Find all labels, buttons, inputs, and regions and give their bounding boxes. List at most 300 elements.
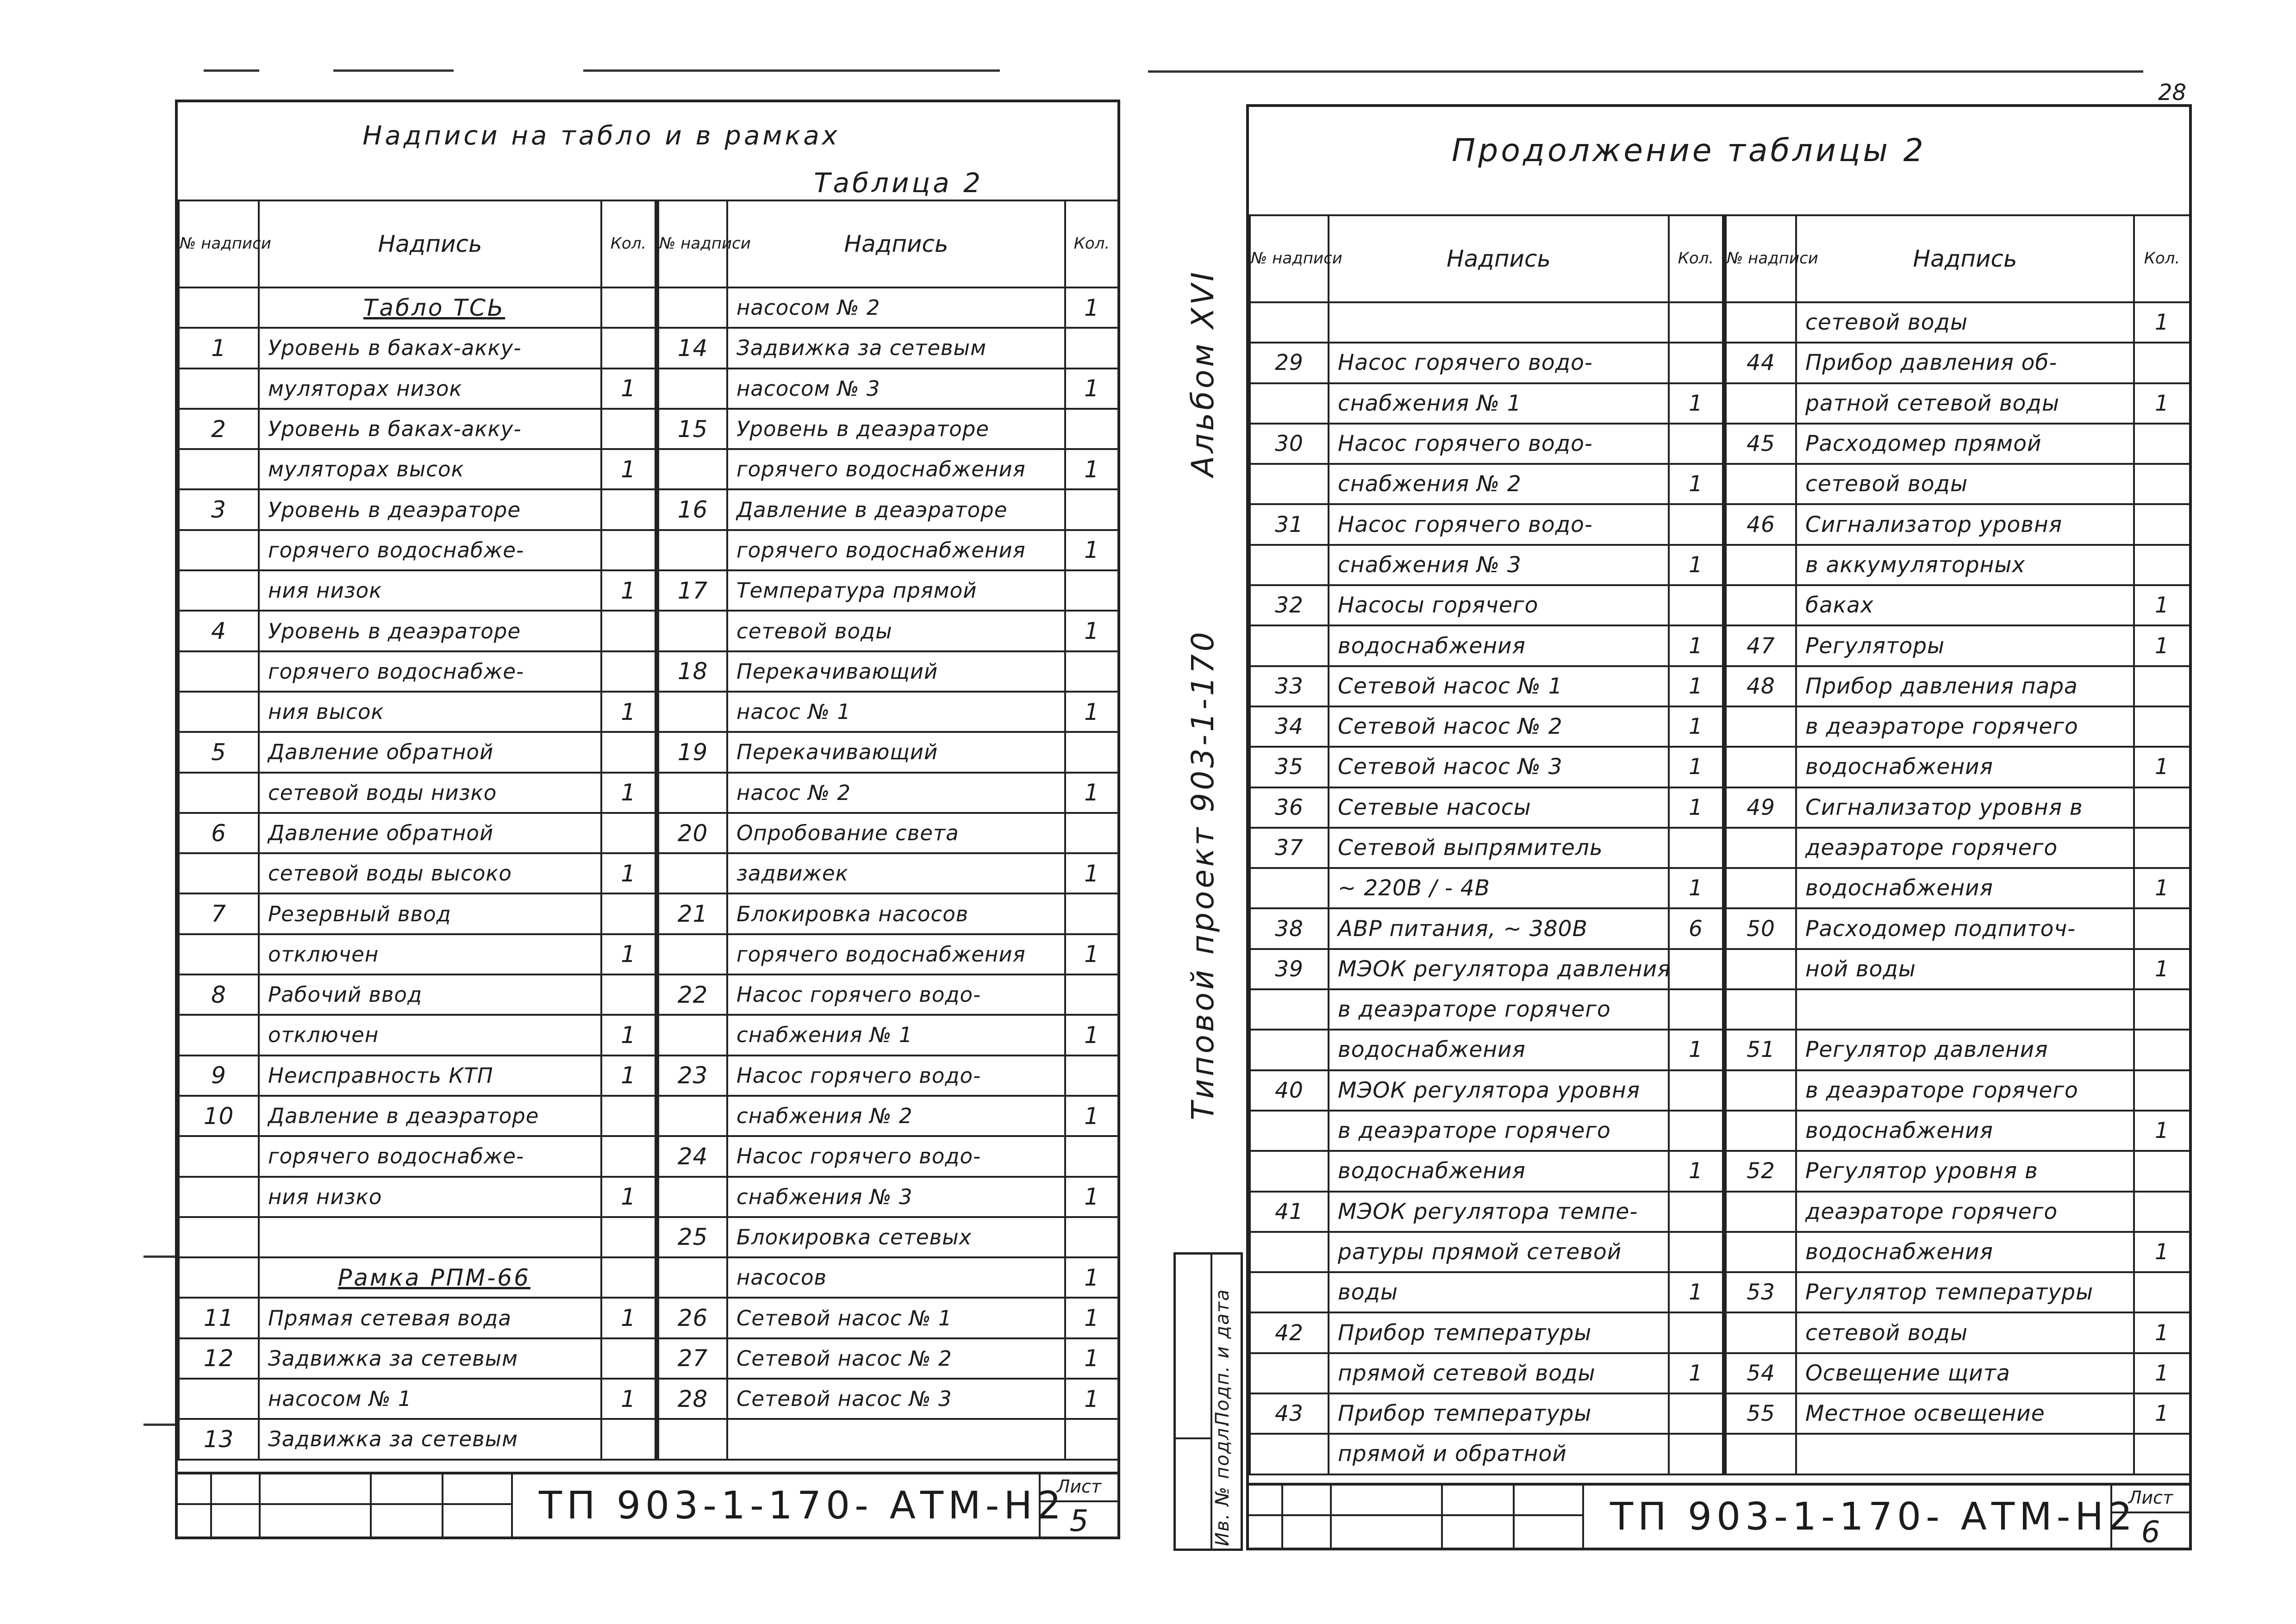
inscription-text: Освещение щита: [1796, 1353, 2134, 1393]
table-row: [179, 934, 1118, 974]
inscription-number: [1250, 1434, 1329, 1474]
left-sheet: [175, 100, 1120, 1539]
inscription-number: 6: [179, 813, 259, 853]
inscription-quantity: [2134, 504, 2190, 544]
table-row: [1250, 949, 2190, 989]
inscription-text: насосом № 1: [259, 1379, 601, 1419]
inscription-text: снабжения № 3: [1329, 545, 1669, 585]
inscription-text: Табло ТСЬ: [259, 287, 601, 328]
inscription-number: [179, 853, 259, 893]
table-row: [179, 409, 1118, 449]
stamp-column-line: [1441, 1486, 1443, 1548]
document-code: ТП 903-1-170- АТМ-Н2: [539, 1484, 1066, 1528]
inscription-number: [1250, 1030, 1329, 1070]
inscription-text: Насос горячего водо-: [727, 974, 1065, 1015]
inscription-quantity: [1669, 343, 1724, 383]
inscription-text: Сетевой насос № 1: [1329, 666, 1669, 706]
inscription-text: воды: [1329, 1272, 1669, 1312]
inscription-quantity: [601, 893, 657, 934]
inscription-number: [1724, 868, 1796, 908]
inscription-text: Сигнализатор уровня: [1796, 504, 2134, 544]
inscription-number: 21: [657, 893, 727, 934]
inscription-number: 32: [1250, 585, 1329, 625]
inscription-quantity: [1669, 989, 1724, 1030]
table-row: [1250, 1232, 2190, 1272]
inscription-number: 11: [179, 1298, 259, 1338]
inscription-text: Насос горячего водо-: [1329, 424, 1669, 464]
inscription-quantity: 1: [2134, 868, 2190, 908]
inscription-text: ния низок: [259, 570, 601, 611]
inscription-quantity: [1065, 813, 1118, 853]
header-text: Надпись: [259, 200, 601, 287]
inscription-text: [727, 1419, 1065, 1459]
inscription-text: Регулятор уровня в: [1796, 1151, 2134, 1191]
inscription-text: Задвижка за сетевым: [727, 328, 1065, 368]
inscription-text: горячего водоснабжения: [727, 934, 1065, 974]
inscription-quantity: 1: [601, 1177, 657, 1217]
inscription-number: [1250, 1353, 1329, 1393]
inventory-number-label: Ив. № подл.: [1212, 1420, 1233, 1546]
table-row: [1250, 908, 2190, 949]
inscription-quantity: 1: [601, 1015, 657, 1055]
inscription-text: горячего водоснабжения: [727, 449, 1065, 489]
inscription-number: 29: [1250, 343, 1329, 383]
inscription-quantity: [2134, 1192, 2190, 1232]
inscription-text: снабжения № 1: [727, 1015, 1065, 1055]
inscription-text: насос № 2: [727, 773, 1065, 813]
inscription-text: Насос горячего водо-: [1329, 343, 1669, 383]
table-row: [1250, 504, 2190, 544]
inscription-number: 48: [1724, 666, 1796, 706]
inscription-number: 22: [657, 974, 727, 1015]
inscription-number: [179, 1217, 259, 1257]
inscription-text: Перекачивающий: [727, 651, 1065, 692]
inscription-number: [179, 449, 259, 489]
inscription-text: снабжения № 3: [727, 1177, 1065, 1217]
inscription-number: [1724, 383, 1796, 424]
inscription-text: водоснабжения: [1329, 625, 1669, 666]
inscription-quantity: 1: [1065, 934, 1118, 974]
inscription-number: 28: [657, 1379, 727, 1419]
inscription-number: [1724, 464, 1796, 504]
inscription-text: отключен: [259, 1015, 601, 1055]
table-row: [179, 773, 1118, 813]
table-row: [1250, 383, 2190, 424]
inscription-quantity: [601, 732, 657, 772]
inscription-number: [179, 773, 259, 813]
table-row: [179, 1177, 1118, 1217]
table-row: [1250, 1030, 2190, 1070]
inscription-number: 4: [179, 611, 259, 651]
table-row: [1250, 787, 2190, 828]
inscription-text: снабжения № 2: [727, 1096, 1065, 1136]
inscription-number: [657, 853, 727, 893]
inscription-number: 40: [1250, 1070, 1329, 1111]
inscription-text: МЭОК регулятора давления: [1329, 949, 1669, 989]
inscription-quantity: [601, 1257, 657, 1298]
inscription-number: [179, 934, 259, 974]
inscription-quantity: [2134, 424, 2190, 464]
inscription-text: насосом № 3: [727, 369, 1065, 409]
inscription-number: [179, 530, 259, 570]
inscription-text: прямой сетевой воды: [1329, 1353, 1669, 1393]
table-row: [179, 611, 1118, 651]
inscription-number: [1250, 302, 1329, 343]
inscription-quantity: 1: [2134, 949, 2190, 989]
inscription-quantity: [1065, 1217, 1118, 1257]
table-row: [179, 853, 1118, 893]
table-row: [1250, 545, 2190, 585]
inscription-quantity: [1065, 732, 1118, 772]
inscription-text: ратуры прямой сетевой: [1329, 1232, 1669, 1272]
inscription-quantity: 1: [2134, 747, 2190, 787]
inscription-quantity: 1: [1669, 1272, 1724, 1312]
inscription-number: [657, 1257, 727, 1298]
sheet-number-box: [1039, 1474, 1117, 1537]
inscription-quantity: [1065, 893, 1118, 934]
table-row: [1250, 1434, 2190, 1474]
header-qty: Кол.: [1065, 200, 1118, 287]
inscription-quantity: 1: [2134, 585, 2190, 625]
inscription-quantity: 1: [1669, 868, 1724, 908]
inscription-quantity: 1: [1669, 1030, 1724, 1070]
inscription-number: [1250, 545, 1329, 585]
inscription-text: Насосы горячего: [1329, 585, 1669, 625]
inscription-quantity: 1: [1065, 369, 1118, 409]
inscription-number: [1724, 747, 1796, 787]
inscription-number: 9: [179, 1056, 259, 1096]
table-row: [179, 449, 1118, 489]
table-row: [179, 813, 1118, 853]
inscription-quantity: [601, 1217, 657, 1257]
header-qty: Кол.: [2134, 215, 2190, 302]
inscription-quantity: 1: [1065, 1338, 1118, 1379]
inscription-number: 15: [657, 409, 727, 449]
inscription-text: сетевой воды: [727, 611, 1065, 651]
inscription-quantity: [1065, 409, 1118, 449]
table-row: [179, 287, 1118, 328]
inscription-number: [657, 1419, 727, 1459]
inscription-text: в деаэраторе горячего: [1329, 1111, 1669, 1151]
inscription-number: [657, 1015, 727, 1055]
left-page-title: Надписи на табло и в рамках: [362, 121, 840, 151]
inscription-quantity: 1: [601, 1379, 657, 1419]
inscription-quantity: 1: [601, 853, 657, 893]
album-label: Альбом XVI: [1185, 269, 1221, 477]
inscription-quantity: 1: [601, 1298, 657, 1338]
table-row: [1250, 868, 2190, 908]
inscription-text: насосом № 2: [727, 287, 1065, 328]
inscription-text: Местное освещение: [1796, 1393, 2134, 1434]
inscription-text: Уровень в деаэраторе: [259, 611, 601, 651]
inscription-quantity: [2134, 908, 2190, 949]
table-row: [179, 489, 1118, 530]
inscription-number: 55: [1724, 1393, 1796, 1434]
right-table-body: [1250, 302, 2190, 1474]
inscription-quantity: 1: [601, 773, 657, 813]
inscription-quantity: 1: [2134, 1232, 2190, 1272]
inscription-quantity: 1: [1065, 853, 1118, 893]
inscription-text: Прибор температуры: [1329, 1393, 1669, 1434]
inscription-number: 43: [1250, 1393, 1329, 1434]
inscription-text: деаэраторе горячего: [1796, 1192, 2134, 1232]
inscription-text: Прямая сетевая вода: [259, 1298, 601, 1338]
right-inscriptions-table: [1249, 214, 2191, 1475]
inscription-quantity: [2134, 1272, 2190, 1312]
inscription-quantity: 6: [1669, 908, 1724, 949]
inscription-text: ной воды: [1796, 949, 2134, 989]
table-row: [1250, 464, 2190, 504]
inscription-text: водоснабжения: [1329, 1151, 1669, 1191]
right-page-title: Продолжение таблицы 2: [1452, 132, 1926, 169]
inscription-number: 1: [179, 328, 259, 368]
inscription-quantity: [2134, 666, 2190, 706]
inscription-number: [179, 1177, 259, 1217]
inscription-text: Опробование света: [727, 813, 1065, 853]
table-row: [1250, 302, 2190, 343]
sheet-number-box: [2110, 1486, 2189, 1548]
inscription-quantity: 1: [601, 934, 657, 974]
inscription-text: Расходомер подпиточ-: [1796, 908, 2134, 949]
inscription-text: Расходомер прямой: [1796, 424, 2134, 464]
inscription-text: сетевой воды: [1796, 1312, 2134, 1353]
table-row: [179, 1096, 1118, 1136]
inscription-quantity: [1669, 1312, 1724, 1353]
table-row: [1250, 1393, 2190, 1434]
inscription-text: сетевой воды: [1796, 464, 2134, 504]
inscription-quantity: [601, 611, 657, 651]
inscription-quantity: [1669, 585, 1724, 625]
inscription-text: в деаэраторе горячего: [1796, 706, 2134, 747]
inscription-number: 36: [1250, 787, 1329, 828]
inscription-quantity: [601, 1096, 657, 1136]
inscription-text: Уровень в баках-акку-: [259, 409, 601, 449]
header-num: № надписи: [657, 200, 727, 287]
sign-date-label: Подп. и дата: [1212, 1288, 1233, 1426]
scan-dash: [144, 1424, 176, 1426]
stamp-column-line: [442, 1474, 443, 1537]
inscription-number: [1724, 949, 1796, 989]
scan-dash: [583, 69, 1000, 72]
inscription-text: водоснабжения: [1796, 868, 2134, 908]
inscription-text: Прибор давления об-: [1796, 343, 2134, 383]
table-row: [1250, 1111, 2190, 1151]
inscription-quantity: 1: [1669, 625, 1724, 666]
inscription-number: 49: [1724, 787, 1796, 828]
inscription-number: 53: [1724, 1272, 1796, 1312]
inscription-quantity: [1065, 1056, 1118, 1096]
table-row: [179, 974, 1118, 1015]
table-row: [1250, 1151, 2190, 1191]
inscription-quantity: 1: [1065, 1177, 1118, 1217]
stamp-divider: [178, 1503, 511, 1505]
inscription-quantity: 1: [1669, 545, 1724, 585]
inscription-text: муляторах низок: [259, 369, 601, 409]
inscription-quantity: 1: [1669, 383, 1724, 424]
inscription-number: 44: [1724, 343, 1796, 383]
inscription-text: Задвижка за сетевым: [259, 1419, 601, 1459]
inscription-quantity: [1669, 1232, 1724, 1272]
inscription-text: деаэраторе горячего: [1796, 828, 2134, 868]
project-label: Типовой проект 903-1-170: [1185, 629, 1221, 1120]
inscription-number: [1724, 1111, 1796, 1151]
inscription-text: Сетевой насос № 2: [1329, 706, 1669, 747]
inscription-number: [657, 611, 727, 651]
table-row: [179, 651, 1118, 692]
inscription-number: 52: [1724, 1151, 1796, 1191]
sheet-number: 6: [2141, 1515, 2160, 1549]
inscription-number: 26: [657, 1298, 727, 1338]
inscription-text: МЭОК регулятора темпе-: [1329, 1192, 1669, 1232]
inscription-text: Насос горячего водо-: [727, 1056, 1065, 1096]
inscription-number: 13: [179, 1419, 259, 1459]
stamp-column-line: [370, 1474, 372, 1537]
inscription-number: 7: [179, 893, 259, 934]
inscription-number: 38: [1250, 908, 1329, 949]
table-row: [179, 1298, 1118, 1338]
table-row: [179, 530, 1118, 570]
inscription-text: Сетевые насосы: [1329, 787, 1669, 828]
inscription-text: прямой и обратной: [1329, 1434, 1669, 1474]
inscription-text: Задвижка за сетевым: [259, 1338, 601, 1379]
header-text: Надпись: [1329, 215, 1669, 302]
inscription-text: АВР питания, ~ 380В: [1329, 908, 1669, 949]
stamp-column-line: [1281, 1486, 1283, 1548]
inscription-text: сетевой воды высоко: [259, 853, 601, 893]
inscription-number: 17: [657, 570, 727, 611]
inscription-quantity: 1: [1065, 1379, 1118, 1419]
inscription-number: 16: [657, 489, 727, 530]
stamp-divider: [1249, 1514, 1582, 1516]
table-row: [179, 692, 1118, 732]
table-row: [179, 328, 1118, 368]
inscription-quantity: [1669, 504, 1724, 544]
inscription-quantity: [601, 813, 657, 853]
inscription-text: Давление в деаэраторе: [727, 489, 1065, 530]
inscription-number: [179, 1136, 259, 1176]
table-row: [1250, 1192, 2190, 1232]
inscription-quantity: 1: [1065, 1096, 1118, 1136]
inscription-number: 8: [179, 974, 259, 1015]
inscription-quantity: 1: [1065, 692, 1118, 732]
inscription-quantity: 1: [1065, 530, 1118, 570]
inscription-number: 12: [179, 1338, 259, 1379]
inscription-quantity: [1669, 1393, 1724, 1434]
inscription-text: ния низко: [259, 1177, 601, 1217]
sheet-label: Лист: [2112, 1487, 2189, 1513]
table-row: [1250, 706, 2190, 747]
table-row: [1250, 1353, 2190, 1393]
inscription-text: Сетевой выпрямитель: [1329, 828, 1669, 868]
inscription-text: Сетевой насос № 3: [727, 1379, 1065, 1419]
inscription-number: 31: [1250, 504, 1329, 544]
inscription-quantity: [1669, 949, 1724, 989]
inscription-number: [179, 651, 259, 692]
table-row: [1250, 1070, 2190, 1111]
inscription-number: [1724, 706, 1796, 747]
inscription-number: [1724, 989, 1796, 1030]
inscription-text: водоснабжения: [1796, 747, 2134, 787]
inscription-quantity: [1669, 424, 1724, 464]
inscription-number: [179, 1015, 259, 1055]
inscription-number: [1724, 545, 1796, 585]
inscription-quantity: [601, 287, 657, 328]
inscription-quantity: [601, 1136, 657, 1176]
inscription-quantity: [601, 328, 657, 368]
inscription-text: Резервный ввод: [259, 893, 601, 934]
inscription-quantity: [1669, 1192, 1724, 1232]
table-row: [179, 1217, 1118, 1257]
inscription-text: сетевой воды низко: [259, 773, 601, 813]
inscription-quantity: 1: [1669, 1353, 1724, 1393]
inscription-text: Сетевой насос № 2: [727, 1338, 1065, 1379]
inscription-text: Регуляторы: [1796, 625, 2134, 666]
inscription-quantity: 1: [1065, 773, 1118, 813]
inscription-text: [259, 1217, 601, 1257]
inscription-quantity: [1065, 328, 1118, 368]
inscription-number: [1724, 1192, 1796, 1232]
inscription-text: муляторах высок: [259, 449, 601, 489]
scan-dash: [144, 1255, 176, 1258]
sheet-number: 5: [1069, 1504, 1089, 1538]
inscription-text: Уровень в баках-акку-: [259, 328, 601, 368]
inscription-number: [1250, 1232, 1329, 1272]
inscription-quantity: [1065, 489, 1118, 530]
inscription-number: 54: [1724, 1353, 1796, 1393]
stamp-column-line: [1330, 1486, 1332, 1548]
inscription-number: [657, 287, 727, 328]
inscription-number: 30: [1250, 424, 1329, 464]
inscription-number: 20: [657, 813, 727, 853]
inscription-text: Давление в деаэраторе: [259, 1096, 601, 1136]
inscription-quantity: [1669, 302, 1724, 343]
inscription-quantity: 1: [1669, 747, 1724, 787]
inscription-text: горячего водоснабже-: [259, 530, 601, 570]
inscription-quantity: 1: [601, 449, 657, 489]
inscription-quantity: [2134, 464, 2190, 504]
inscription-quantity: [1065, 651, 1118, 692]
document-code: ТП 903-1-170- АТМ-Н2: [1610, 1495, 2137, 1539]
inscription-number: [657, 369, 727, 409]
table-row: [179, 1379, 1118, 1419]
inscription-quantity: [2134, 828, 2190, 868]
inscription-text: водоснабжения: [1329, 1030, 1669, 1070]
inscription-number: [1724, 1312, 1796, 1353]
inscription-quantity: 1: [1065, 287, 1118, 328]
inscription-quantity: 1: [601, 570, 657, 611]
inscription-quantity: [2134, 545, 2190, 585]
inscription-number: [179, 1257, 259, 1298]
inscription-text: Насос горячего водо-: [1329, 504, 1669, 544]
inscription-quantity: [601, 489, 657, 530]
inscription-number: [1250, 1151, 1329, 1191]
table-row: [179, 1056, 1118, 1096]
stamp-column-line: [210, 1474, 212, 1537]
table-row: [1250, 585, 2190, 625]
inscription-text: Прибор давления пара: [1796, 666, 2134, 706]
inscription-number: 51: [1724, 1030, 1796, 1070]
table-row: [1250, 424, 2190, 464]
stamp-column-line: [259, 1474, 261, 1537]
signature-box-divider: [1176, 1437, 1210, 1439]
table-row: [1250, 1312, 2190, 1353]
inscription-number: 37: [1250, 828, 1329, 868]
inscription-text: Сетевой насос № 3: [1329, 747, 1669, 787]
inscription-quantity: 1: [2134, 1353, 2190, 1393]
inscription-number: 5: [179, 732, 259, 772]
inscription-quantity: [1669, 828, 1724, 868]
inscription-number: 39: [1250, 949, 1329, 989]
